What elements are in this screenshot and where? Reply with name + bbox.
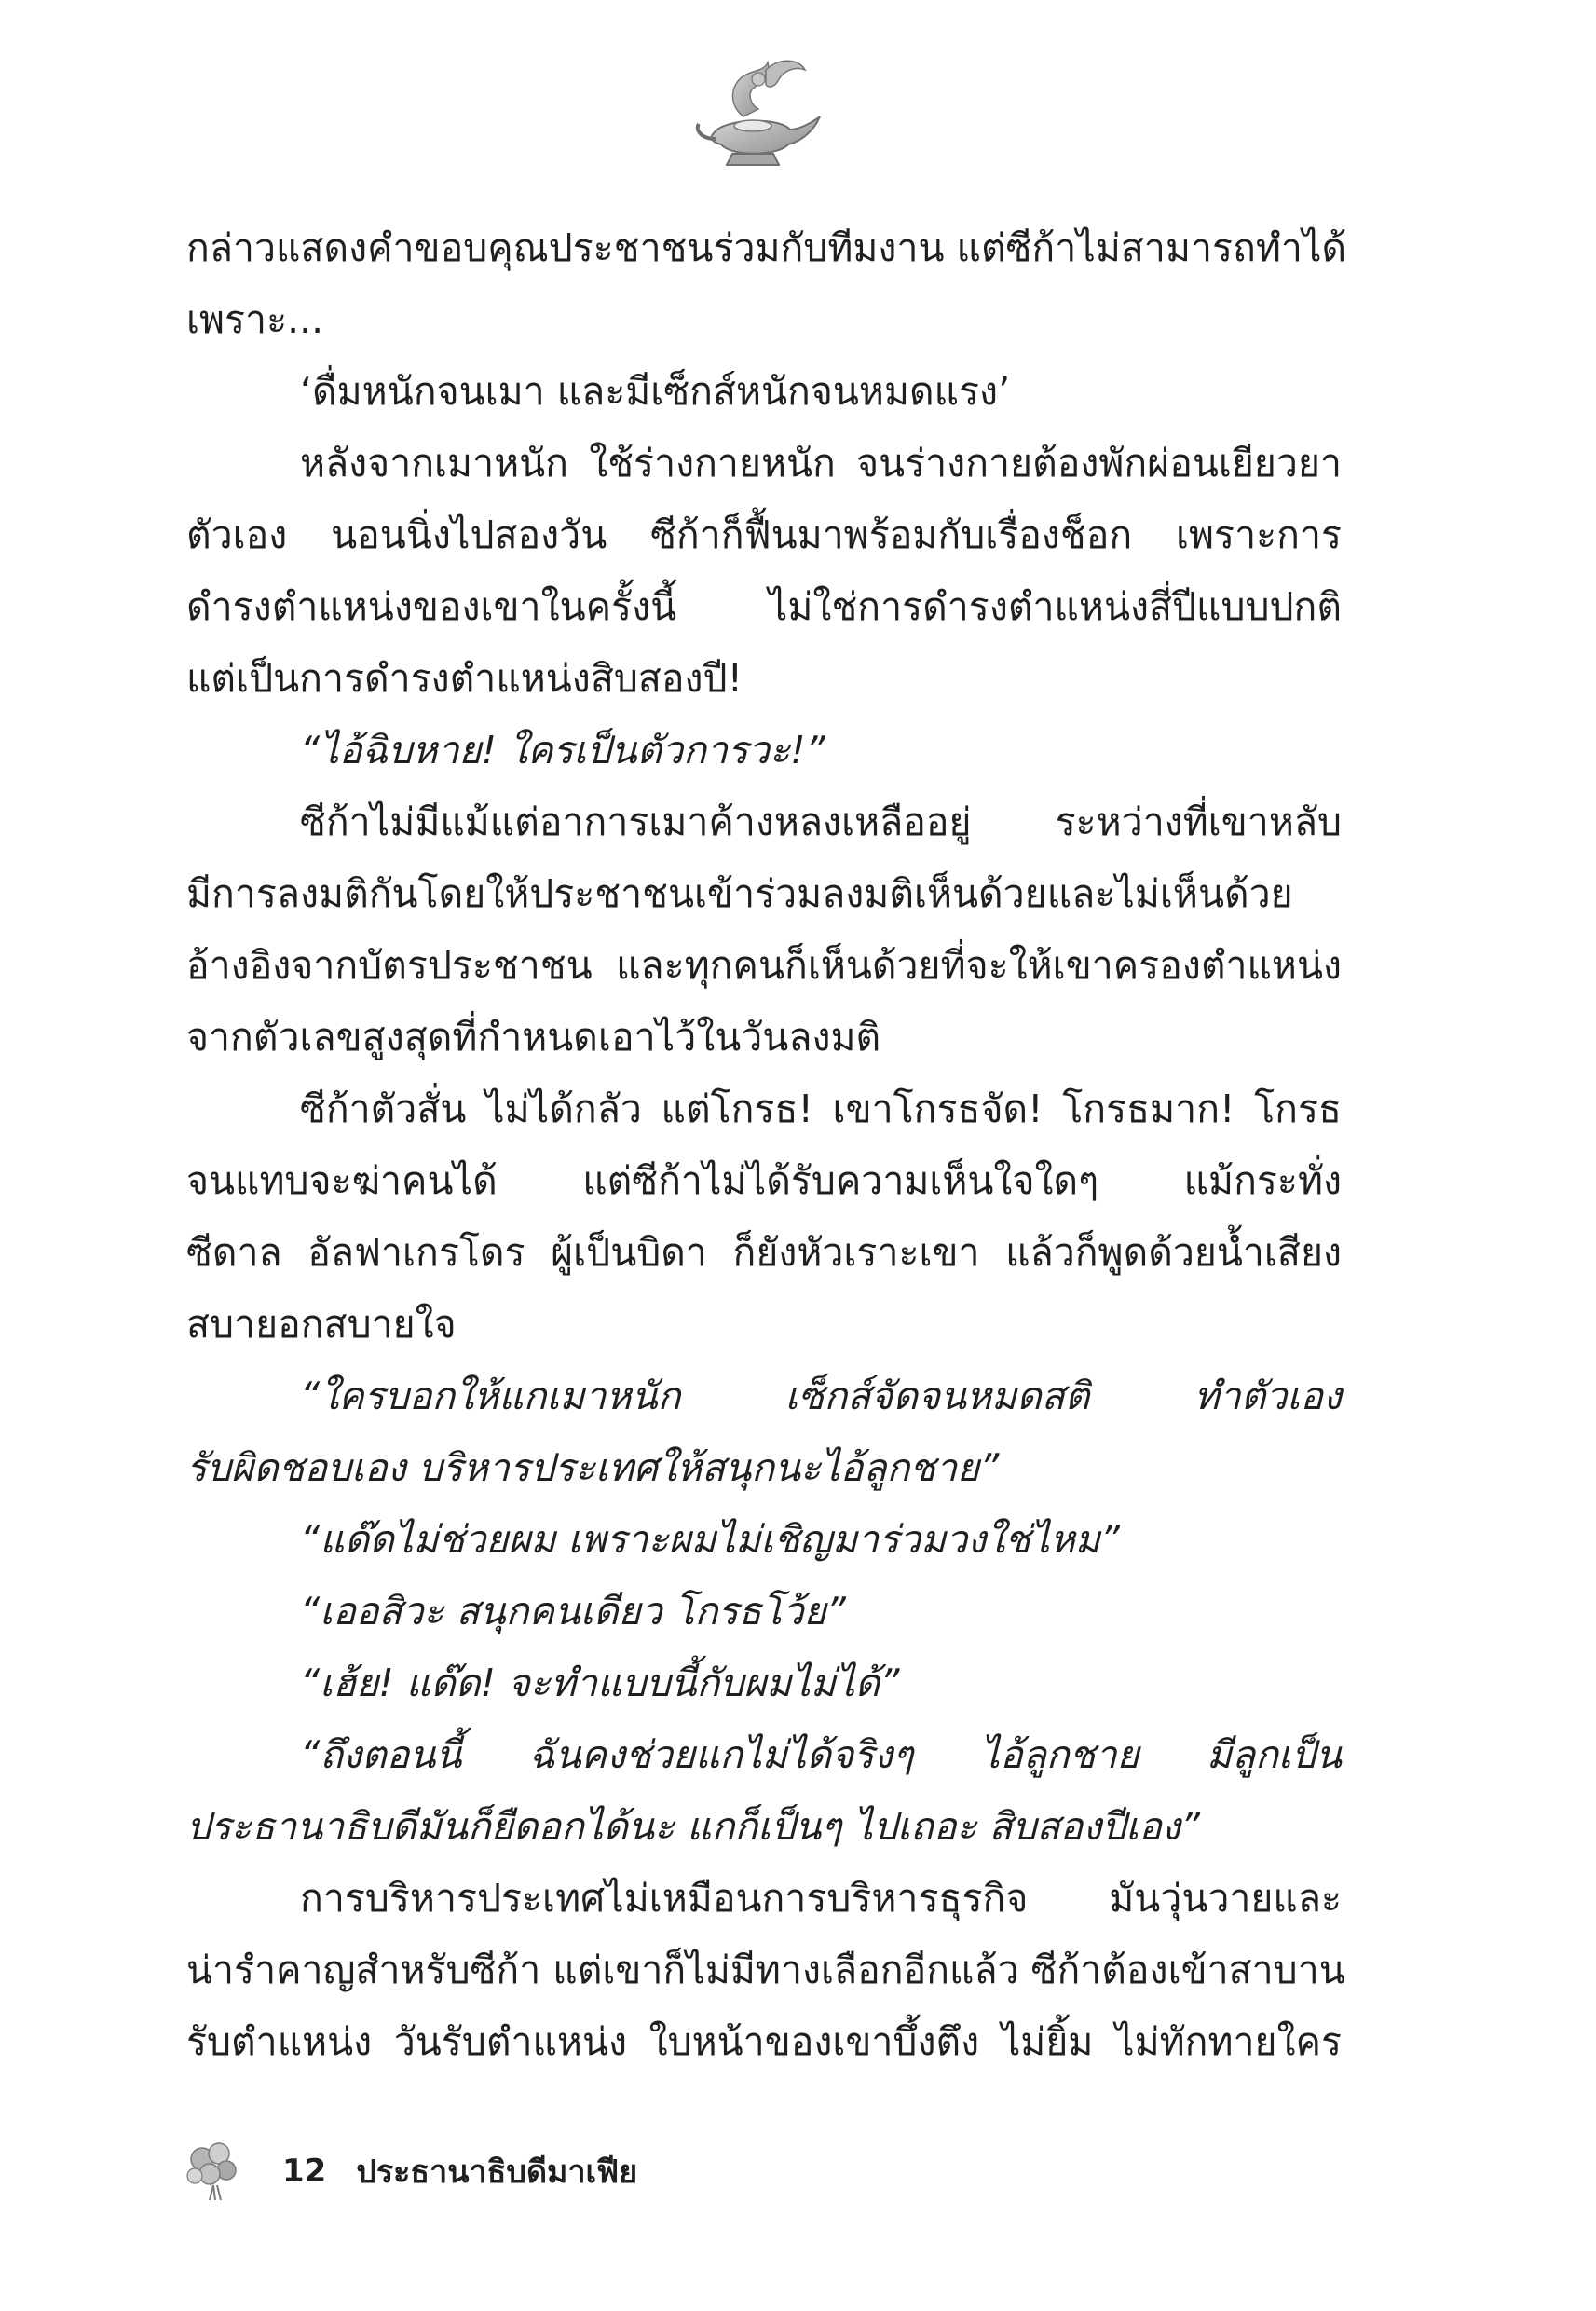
page-number: 12 [282, 2153, 327, 2190]
page-footer [182, 2139, 637, 2204]
text-line: อ้างอิงจากบัตรประชาชน และทุกคนก็เห็นด้วยที่จะให้เขาครองตำแหน่ง [186, 943, 1342, 988]
text-line: หลังจากเมาหนัก ใช้ร่างกายหนัก จนร่างกายต้องพักผ่อนเยียวยา [300, 441, 1342, 485]
dialogue-line: ประธานาธิบดีมันก็ยืดอกได้นะ แกก็เป็นๆ ไปเถอะ สิบสองปีเอง” [186, 1804, 1201, 1849]
dialogue-line: “เฮ้ย! แด๊ด! จะทำแบบนี้กับผมไม่ได้” [300, 1661, 900, 1705]
dialogue-line: “แด๊ดไม่ช่วยผม เพราะผมไม่เชิญมาร่วมวงใช่ไหม” [300, 1517, 1121, 1562]
text-line: เพราะ... [186, 297, 324, 342]
text-line: จนแทบจะฆ่าคนได้ แต่ซีก้าไม่ได้รับความเห็นใจใดๆ แม้กระทั่ง [186, 1158, 1342, 1203]
text-line: กล่าวแสดงคำขอบคุณประชาชนร่วมกับทีมงาน แต่ซีก้าไม่สามารถทำได้ [186, 226, 1347, 270]
dialogue-line: “ถึงตอนนี้ ฉันคงช่วยแกไม่ได้จริงๆ ไอ้ลูกชาย มีลูกเป็น [300, 1732, 1342, 1777]
dialogue-line: “ใครบอกให้แกเมาหนัก เซ็กส์จัดจนหมดสติ ทำตัวเอง [300, 1374, 1342, 1418]
dialogue-line: “ไอ้ฉิบหาย! ใครเป็นตัวการวะ!” [300, 728, 825, 773]
text-line: ‘ดื่มหนักจนเมา และมีเซ็กส์หนักจนหมดแรง’ [300, 369, 1011, 414]
text-line: มีการลงมติกันโดยให้ประชาชนเข้าร่วมลงมติเห็นด้วยและไม่เห็นด้วย [186, 871, 1293, 916]
dialogue-line: รับผิดชอบเอง บริหารประเทศให้สนุกนะไอ้ลูกชาย” [186, 1445, 1000, 1490]
flower-bouquet-icon [182, 2139, 245, 2204]
text-line: ตัวเอง นอนนิ่งไปสองวัน ซีก้าก็ฟื้นมาพร้อมกับเรื่องช็อก เพราะการ [186, 513, 1342, 557]
body-text [186, 212, 1347, 2078]
book-title: ประธานาธิบดีมาเฟีย [356, 2154, 638, 2191]
text-line: จากตัวเลขสูงสุดที่กำหนดเอาไว้ในวันลงมติ [186, 1015, 881, 1060]
text-line: ดำรงตำแหน่งของเขาในครั้งนี้ ไม่ใช่การดำรงตำแหน่งสี่ปีแบบปกติ [186, 584, 1342, 629]
magic-lamp-genie-icon [686, 51, 825, 172]
text-line: ซีก้าตัวสั่น ไม่ได้กลัว แต่โกรธ! เขาโกรธจัด! โกรธมาก! โกรธ [300, 1087, 1342, 1131]
text-line: ซีก้าไม่มีแม้แต่อาการเมาค้างหลงเหลืออยู่ ระหว่างที่เขาหลับ [300, 800, 1342, 844]
text-line: ซีดาล อัลฟาเกรโดร ผู้เป็นบิดา ก็ยังหัวเราะเขา แล้วก็พูดด้วยน้ำเสียง [186, 1230, 1342, 1275]
dialogue-line: “เออสิวะ สนุกคนเดียว โกรธโว้ย” [300, 1589, 846, 1634]
text-line: รับตำแหน่ง วันรับตำแหน่ง ใบหน้าของเขาบึ้งตึง ไม่ยิ้ม ไม่ทักทายใคร [186, 2019, 1342, 2064]
text-line: การบริหารประเทศไม่เหมือนการบริหารธุรกิจ มันวุ่นวายและ [300, 1876, 1342, 1921]
text-line: น่ารำคาญสำหรับซีก้า แต่เขาก็ไม่มีทางเลือกอีกแล้ว ซีก้าต้องเข้าสาบาน [186, 1948, 1345, 1992]
text-line: สบายอกสบายใจ [186, 1302, 457, 1347]
text-line: แต่เป็นการดำรงตำแหน่งสิบสองปี! [186, 656, 743, 701]
